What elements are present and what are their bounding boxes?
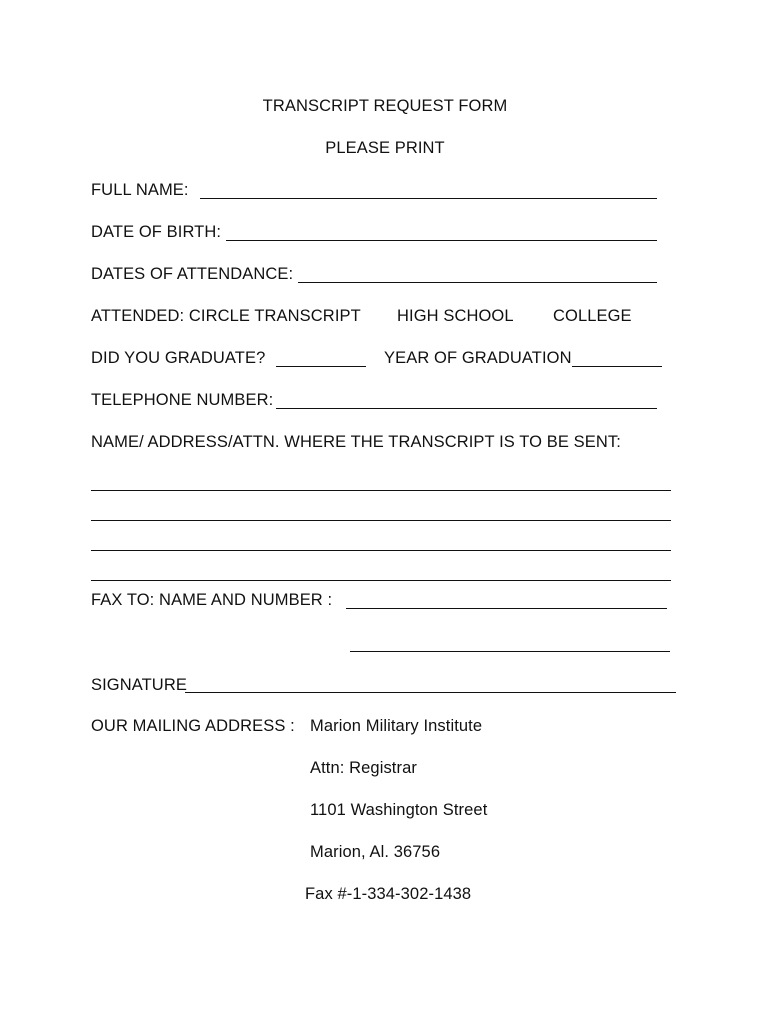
send-to-input-line-4[interactable] — [91, 580, 671, 581]
mailing-fax-number: Fax #-1-334-302-1438 — [305, 885, 472, 903]
form-title: TRANSCRIPT REQUEST FORM — [262, 97, 508, 115]
fax-to-input-line-1[interactable] — [346, 608, 667, 609]
mailing-address-line-1: Marion Military Institute — [310, 717, 483, 735]
full-name-label: FULL NAME: — [91, 181, 189, 199]
send-to-input-line-2[interactable] — [91, 520, 671, 521]
year-of-graduation-input-line[interactable] — [572, 366, 662, 367]
date-of-birth-input-line[interactable] — [226, 240, 657, 241]
signature-label: SIGNATURE — [91, 676, 187, 694]
send-to-input-line-3[interactable] — [91, 550, 671, 551]
mailing-address-line-2: Attn: Registrar — [310, 759, 417, 777]
option-college[interactable]: COLLEGE — [553, 307, 632, 325]
date-of-birth-label: DATE OF BIRTH: — [91, 223, 222, 241]
dates-of-attendance-input-line[interactable] — [298, 282, 657, 283]
attended-label: ATTENDED: CIRCLE TRANSCRIPT — [91, 307, 361, 325]
year-of-graduation-label: YEAR OF GRADUATION — [384, 349, 572, 367]
fax-to-label: FAX TO: NAME AND NUMBER : — [91, 591, 333, 609]
did-you-graduate-input-line[interactable] — [276, 366, 366, 367]
send-to-input-line-1[interactable] — [91, 490, 671, 491]
signature-input-line[interactable] — [185, 692, 676, 693]
did-you-graduate-label: DID YOU GRADUATE? — [91, 349, 266, 367]
fax-to-input-line-2[interactable] — [350, 651, 670, 652]
form-subtitle: PLEASE PRINT — [325, 139, 445, 157]
option-high-school[interactable]: HIGH SCHOOL — [397, 307, 514, 325]
mailing-address-line-4: Marion, Al. 36756 — [310, 843, 441, 861]
full-name-input-line[interactable] — [200, 198, 657, 199]
dates-of-attendance-label: DATES OF ATTENDANCE: — [91, 265, 294, 283]
telephone-number-label: TELEPHONE NUMBER: — [91, 391, 274, 409]
mailing-address-line-3: 1101 Washington Street — [310, 801, 488, 819]
send-to-label: NAME/ ADDRESS/ATTN. WHERE THE TRANSCRIPT IS TO BE SENT: — [91, 433, 621, 451]
telephone-number-input-line[interactable] — [276, 408, 657, 409]
mailing-address-label: OUR MAILING ADDRESS : — [91, 717, 295, 735]
